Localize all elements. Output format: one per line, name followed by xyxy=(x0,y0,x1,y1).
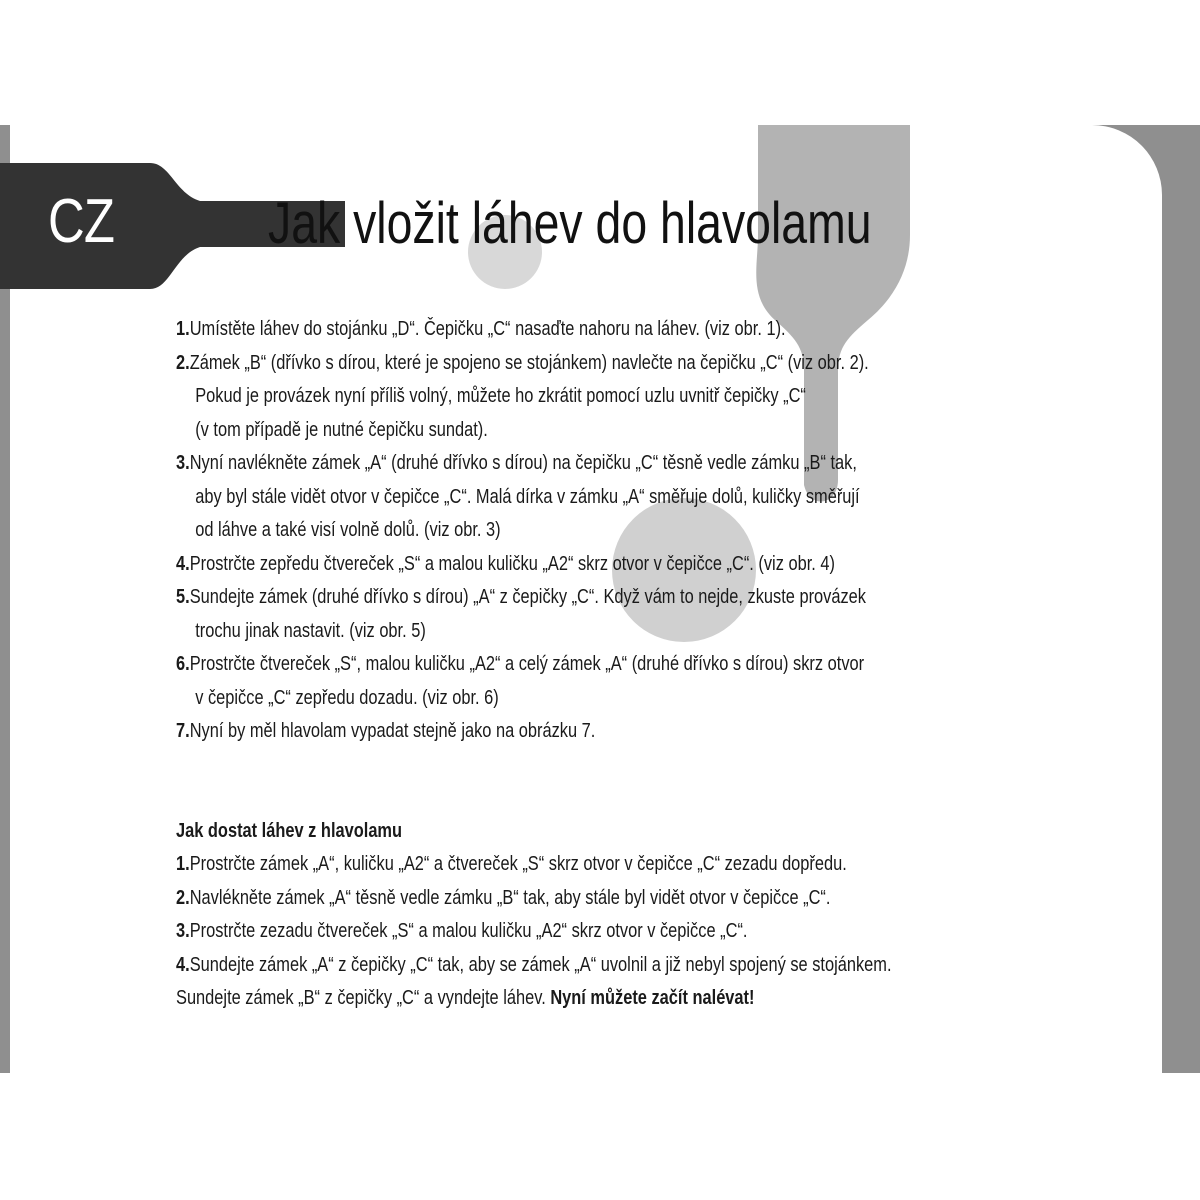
step-number: 2. xyxy=(176,885,190,909)
step-continuation xyxy=(176,614,976,648)
step-number: 5. xyxy=(176,585,190,608)
step-text: Prostrčte zepředu čtvereček „S“ a malou kuličku „A2“ skrz otvor v čepičce „C“. (viz obr. 4) xyxy=(189,551,835,575)
step-number: 1. xyxy=(176,317,190,340)
step-continuation xyxy=(176,681,976,715)
step-text: Umístěte láhev do stojánku „D“. Čepičku „C“ nasaďte nahoru na láhev. (viz obr. 1). xyxy=(189,317,786,340)
step-line xyxy=(176,446,976,480)
step-line xyxy=(176,346,976,380)
insert-steps xyxy=(176,312,1176,748)
step-text: od láhve a také visí volně dolů. (viz obr. 3) xyxy=(195,518,501,541)
final-bold: Nyní můžete začít nalévat! xyxy=(550,986,755,1009)
step-line xyxy=(176,580,976,614)
step-text: aby byl stále vidět otvor v čepičce „C“. Malá dírka v zámku „A“ směřuje dolů, kuličky směřují xyxy=(195,484,860,508)
step-continuation xyxy=(176,480,976,514)
step-number: 2. xyxy=(176,350,190,374)
step-text: Sundejte zámek (druhé dřívko s dírou) „A“ z čepičky „C“. Když vám to nejde, zkuste provázek xyxy=(189,585,867,608)
step-text: Nyní by měl hlavolam vypadat stejně jako na obrázku 7. xyxy=(189,719,596,742)
step-text: Nyní navlékněte zámek „A“ (druhé dřívko s dírou) na čepičku „C“ těsně vedle zámku „B“ tak, xyxy=(189,451,857,474)
step-number: 3. xyxy=(176,919,190,942)
step-number: 3. xyxy=(176,451,190,474)
step-text: Prostrčte zezadu čtvereček „S“ a malou kuličku „A2“ skrz otvor v čepičce „C“. xyxy=(189,919,748,942)
step-number: 7. xyxy=(176,719,190,742)
instructions-body xyxy=(176,312,1176,1015)
step-number: 1. xyxy=(176,852,190,875)
step-line xyxy=(176,847,976,881)
step-number: 4. xyxy=(176,952,190,976)
title-first-word: Jak xyxy=(268,191,341,256)
final-plain: Sundejte zámek „B“ z čepičky „C“ a vyndejte láhev. xyxy=(176,986,551,1009)
step-text: Navlékněte zámek „A“ těsně vedle zámku „B“ tak, aby stále byl vidět otvor v čepičce „C“. xyxy=(189,885,831,909)
final-line xyxy=(176,981,976,1015)
step-text: v čepičce „C“ zepředu dozadu. (viz obr. 6) xyxy=(195,685,499,709)
step-line xyxy=(176,714,976,748)
step-line xyxy=(176,948,976,982)
step-line xyxy=(176,647,976,681)
title-rest: vložit láhev do hlavolamu xyxy=(340,191,872,256)
step-line xyxy=(176,881,976,915)
step-text: Zámek „B“ (dřívko s dírou, které je spojeno se stojánkem) navlečte na čepičku „C“ (viz obr. 2). xyxy=(189,350,869,374)
step-line xyxy=(176,312,976,346)
step-continuation xyxy=(176,379,976,413)
remove-steps xyxy=(176,847,1176,981)
step-number: 4. xyxy=(176,551,190,575)
language-code: CZ xyxy=(48,187,115,256)
step-continuation xyxy=(176,413,976,447)
step-continuation xyxy=(176,513,976,547)
step-line xyxy=(176,914,976,948)
step-text: trochu jinak nastavit. (viz obr. 5) xyxy=(195,618,426,642)
step-text: Prostrčte zámek „A“, kuličku „A2“ a čtvereček „S“ skrz otvor v čepičce „C“ zezadu dopředu. xyxy=(189,852,847,875)
step-text: Prostrčte čtvereček „S“, malou kuličku „A2“ a celý zámek „A“ (druhé dřívko s dírou) skrz otvor xyxy=(189,652,865,675)
step-text: (v tom případě je nutné čepičku sundat). xyxy=(195,417,488,441)
step-text: Sundejte zámek „A“ z čepičky „C“ tak, aby se zámek „A“ uvolnil a již nebyl spojený se stojánkem. xyxy=(189,952,892,976)
page-title xyxy=(268,190,872,257)
step-line xyxy=(176,547,976,581)
step-number: 6. xyxy=(176,652,190,675)
section-title: Jak dostat láhev z hlavolamu xyxy=(176,818,403,842)
step-text: Pokud je provázek nyní příliš volný, můžete ho zkrátit pomocí uzlu uvnitř čepičky „C“ xyxy=(195,384,806,407)
